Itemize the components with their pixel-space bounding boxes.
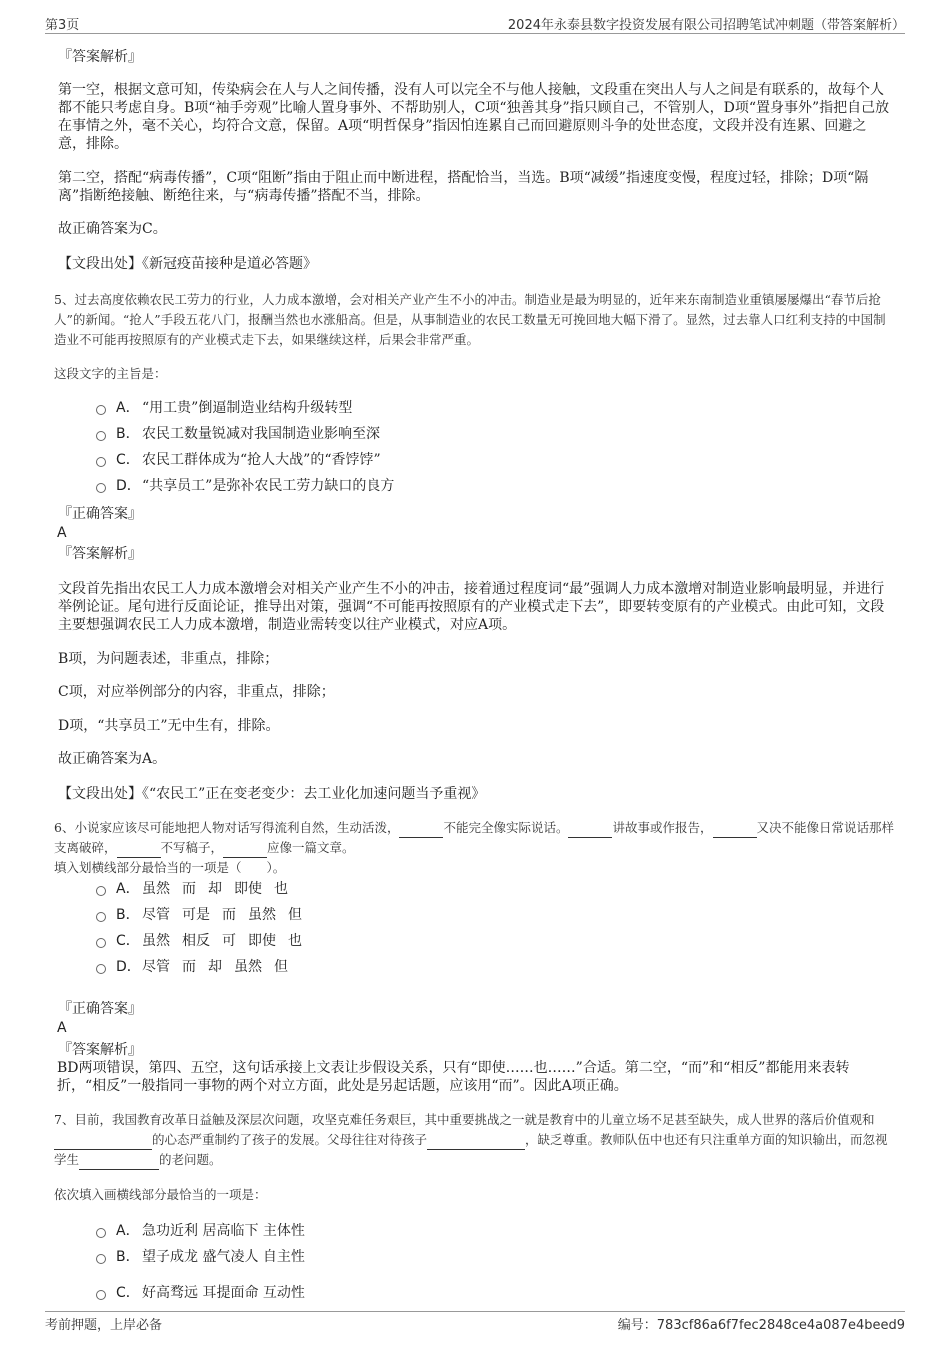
- radio-button[interactable]: [96, 431, 106, 441]
- radio-button[interactable]: [96, 1228, 106, 1238]
- option-word: 而: [182, 881, 196, 897]
- q7-stem: [54, 1110, 896, 1170]
- option-letter: B．: [116, 1249, 140, 1265]
- option-letter: D．: [116, 959, 141, 975]
- option-word: 虽然: [248, 907, 276, 923]
- option-word: 即使: [234, 881, 262, 897]
- q6-option-c[interactable]: [96, 932, 314, 950]
- option-word: 即使: [248, 933, 276, 949]
- radio-button[interactable]: [96, 964, 106, 974]
- q6-stem-part: 不写稿子，: [160, 840, 224, 855]
- q5-option-a[interactable]: [96, 399, 352, 417]
- q6-option-b[interactable]: [96, 906, 314, 924]
- fill-blank: [79, 1155, 159, 1170]
- fill-blank: [568, 823, 612, 838]
- option-text: 好高骛远 耳提面命 互动性: [142, 1285, 305, 1301]
- option-letter: A．: [116, 400, 140, 416]
- option-text: 农民工数量锐减对我国制造业影响至深: [142, 426, 380, 442]
- q6-analysis-label: 『答案解析』: [58, 1042, 142, 1058]
- q6-option-d[interactable]: [96, 958, 300, 976]
- option-word: 却: [208, 959, 222, 975]
- option-word: 虽然: [142, 881, 170, 897]
- q7-stem-part: ，缺乏尊重。教师队伍中也还有只注重单方面的知识输出，而忽视学生: [54, 1132, 888, 1167]
- option-letter: B．: [116, 907, 140, 923]
- document-id: 编号：783cf86a6f7fec2848ce4a087e4beed9: [617, 1318, 905, 1333]
- option-word: 尽管: [142, 959, 170, 975]
- fill-blank: [223, 843, 267, 858]
- option-text: 急功近利 居高临下 主体性: [142, 1223, 305, 1239]
- q5-answer: A: [57, 525, 67, 541]
- option-letter: B．: [116, 426, 140, 442]
- option-letter: C．: [116, 933, 140, 949]
- q5-answer-label: 『正确答案』: [58, 506, 142, 522]
- option-text: “用工贵”倒逼制造业结构升级转型: [142, 400, 353, 416]
- q5-analysis-label: 『答案解析』: [58, 546, 142, 562]
- option-word: 而: [222, 907, 236, 923]
- option-word: 但: [288, 907, 302, 923]
- q5-analysis-conclusion: 故正确答案为A。: [58, 751, 167, 767]
- q5-stem: 5、过去高度依赖农民工劳力的行业，人力成本激增，会对相关产业产生不小的冲击。制造业是最为明显的，近年来东南制造业重镇屡屡爆出“春节后抢人”的新闻。“抢人”手段五花八门，报酬当然也水涨船高。但是，从事制造业的农民工数量无可挽回地大幅下滑了。显然，过去靠人口红利支持的中国制造业不可能再按照原有的产业模式走下去，如果继续这样，后果会非常严重。: [54, 292, 886, 347]
- q6-stem-part: 应像一篇文章。: [267, 840, 355, 855]
- q5-analysis-b: B项，为问题表述，非重点，排除；: [58, 651, 279, 667]
- fill-blank: [117, 843, 161, 858]
- fill-blank: [713, 823, 757, 838]
- option-word: 可是: [182, 907, 210, 923]
- q6-stem-part: 又决不能像日常说话那样支离破碎，: [54, 820, 895, 855]
- q7-option-a[interactable]: [96, 1222, 305, 1240]
- fill-blank: [54, 1135, 152, 1150]
- q6-analysis: BD两项错误，第四、五空，这句话承接上文表让步假设关系，只有“即使……也……”合适。第二空，“而”和“相反”都能用来表转折，“相反”一般指同一事物的两个对立方面，此处是另起话题，应该用“而”。因此A项正确。: [57, 1060, 850, 1094]
- option-letter: C．: [116, 452, 140, 468]
- q6-answer-label: 『正确答案』: [58, 1001, 142, 1017]
- option-letter: A．: [116, 881, 140, 897]
- radio-button[interactable]: [96, 483, 106, 493]
- q4-analysis-label: 『答案解析』: [58, 49, 142, 65]
- fill-blank: [427, 1135, 525, 1150]
- q4-source: 【文段出处】《新冠疫苗接种是道必答题》: [58, 256, 317, 272]
- q7-stem-part: 的老问题。: [159, 1152, 222, 1167]
- q6-stem-part: 讲故事或作报告，: [612, 820, 713, 835]
- footer-divider: [45, 1311, 905, 1312]
- radio-button[interactable]: [96, 1254, 106, 1264]
- q4-analysis-conclusion: 故正确答案为C。: [58, 221, 167, 237]
- option-word: 相反: [182, 933, 210, 949]
- option-word: 虽然: [234, 959, 262, 975]
- q6-stem-part: 6、小说家应该尽可能地把人物对话写得流利自然，生动活泼，: [54, 820, 400, 835]
- option-letter: A．: [116, 1223, 140, 1239]
- radio-button[interactable]: [96, 886, 106, 896]
- radio-button[interactable]: [96, 912, 106, 922]
- q6-stem: [54, 818, 896, 858]
- document-title: 2024年永泰县数字投资发展有限公司招聘笔试冲刺题（带答案解析）: [507, 18, 905, 33]
- radio-button[interactable]: [96, 457, 106, 467]
- option-word: 但: [274, 959, 288, 975]
- page-number: 第3页: [45, 18, 80, 33]
- footer-slogan: 考前押题，上岸必备: [45, 1318, 163, 1333]
- radio-button[interactable]: [96, 938, 106, 948]
- q5-option-b[interactable]: [96, 425, 380, 443]
- option-text: 望子成龙 盛气凌人 自主性: [142, 1249, 305, 1265]
- q7-stem-part: 7、目前，我国教育改革日益触及深层次问题，攻坚克难任务艰巨，其中重要挑战之一就是教育中的儿童立场不足甚至缺失，成人世界的落后价值观和: [54, 1112, 875, 1127]
- q4-analysis-p1: 第一空，根据文意可知，传染病会在人与人之间传播，没有人可以完全不与他人接触，文段重在突出人与人之间是有联系的，故每个人都不能只考虑自身。B项“袖手旁观”比喻人置身事外、不帮助别人，C项“独善其身”指只顾自己，不管别人，D项“置身事外”指把自己放在事情之外，毫不关心，均符合文意，保留。A项“明哲保身”指因怕连累自己而回避原则斗争的处世态度，文段并没有连累、回避之意，排除。: [58, 82, 890, 152]
- option-letter: D．: [116, 478, 141, 494]
- q5-option-c[interactable]: [96, 451, 381, 469]
- option-word: 而: [182, 959, 196, 975]
- q7-option-c[interactable]: [96, 1284, 305, 1302]
- q5-option-d[interactable]: [96, 477, 394, 495]
- option-word: 却: [208, 881, 222, 897]
- q5-question: 这段文字的主旨是：: [54, 366, 167, 381]
- option-word: 也: [274, 881, 288, 897]
- radio-button[interactable]: [96, 1290, 106, 1300]
- q6-answer: A: [57, 1020, 67, 1036]
- fill-blank: [399, 823, 443, 838]
- option-text: 农民工群体成为“抢人大战”的“香饽饽”: [142, 452, 381, 468]
- option-word: 尽管: [142, 907, 170, 923]
- option-word: 可: [222, 933, 236, 949]
- q5-source: 【文段出处】《“农民工”正在变老变少：去工业化加速问题当予重视》: [58, 786, 486, 802]
- header-divider: [45, 33, 905, 34]
- option-word: 虽然: [142, 933, 170, 949]
- q6-option-a[interactable]: [96, 880, 300, 898]
- option-letter: C．: [116, 1285, 140, 1301]
- option-text: “共享员工”是弥补农民工劳力缺口的良方: [142, 478, 395, 494]
- q5-analysis-p1: 文段首先指出农民工人力成本激增会对相关产业产生不小的冲击，接着通过程度词“最”强调人力成本激增对制造业影响最明显，并进行举例论证。尾句进行反面论证，推导出对策，强调“不可能再按照原有的产业模式走下去”，即要转变原有的产业模式。由此可知，文段主要想强调农民工人力成本激增，制造业需转变以往产业模式，对应A项。: [58, 581, 885, 633]
- q5-analysis-d: D项，“共享员工”无中生有，排除。: [58, 718, 280, 734]
- option-word: 也: [288, 933, 302, 949]
- q6-question: 填入划横线部分最恰当的一项是（ ）。: [54, 860, 286, 875]
- q6-stem-part: 不能完全像实际说话。: [443, 820, 569, 835]
- q7-question: 依次填入画横线部分最恰当的一项是：: [54, 1187, 267, 1202]
- q5-analysis-c: C项，对应举例部分的内容，非重点，排除；: [58, 684, 335, 700]
- radio-button[interactable]: [96, 405, 106, 415]
- q4-analysis-p2: 第二空，搭配“病毒传播”，C项“阻断”指由于阻止而中断进程，搭配恰当，当选。B项“减缓”指速度变慢，程度过轻，排除；D项“隔离”指断绝接触、断绝往来，与“病毒传播”搭配不当，排除。: [58, 170, 869, 204]
- q7-option-b[interactable]: [96, 1248, 305, 1266]
- q7-stem-part: 的心态严重制约了孩子的发展。父母往往对待孩子: [152, 1132, 428, 1147]
